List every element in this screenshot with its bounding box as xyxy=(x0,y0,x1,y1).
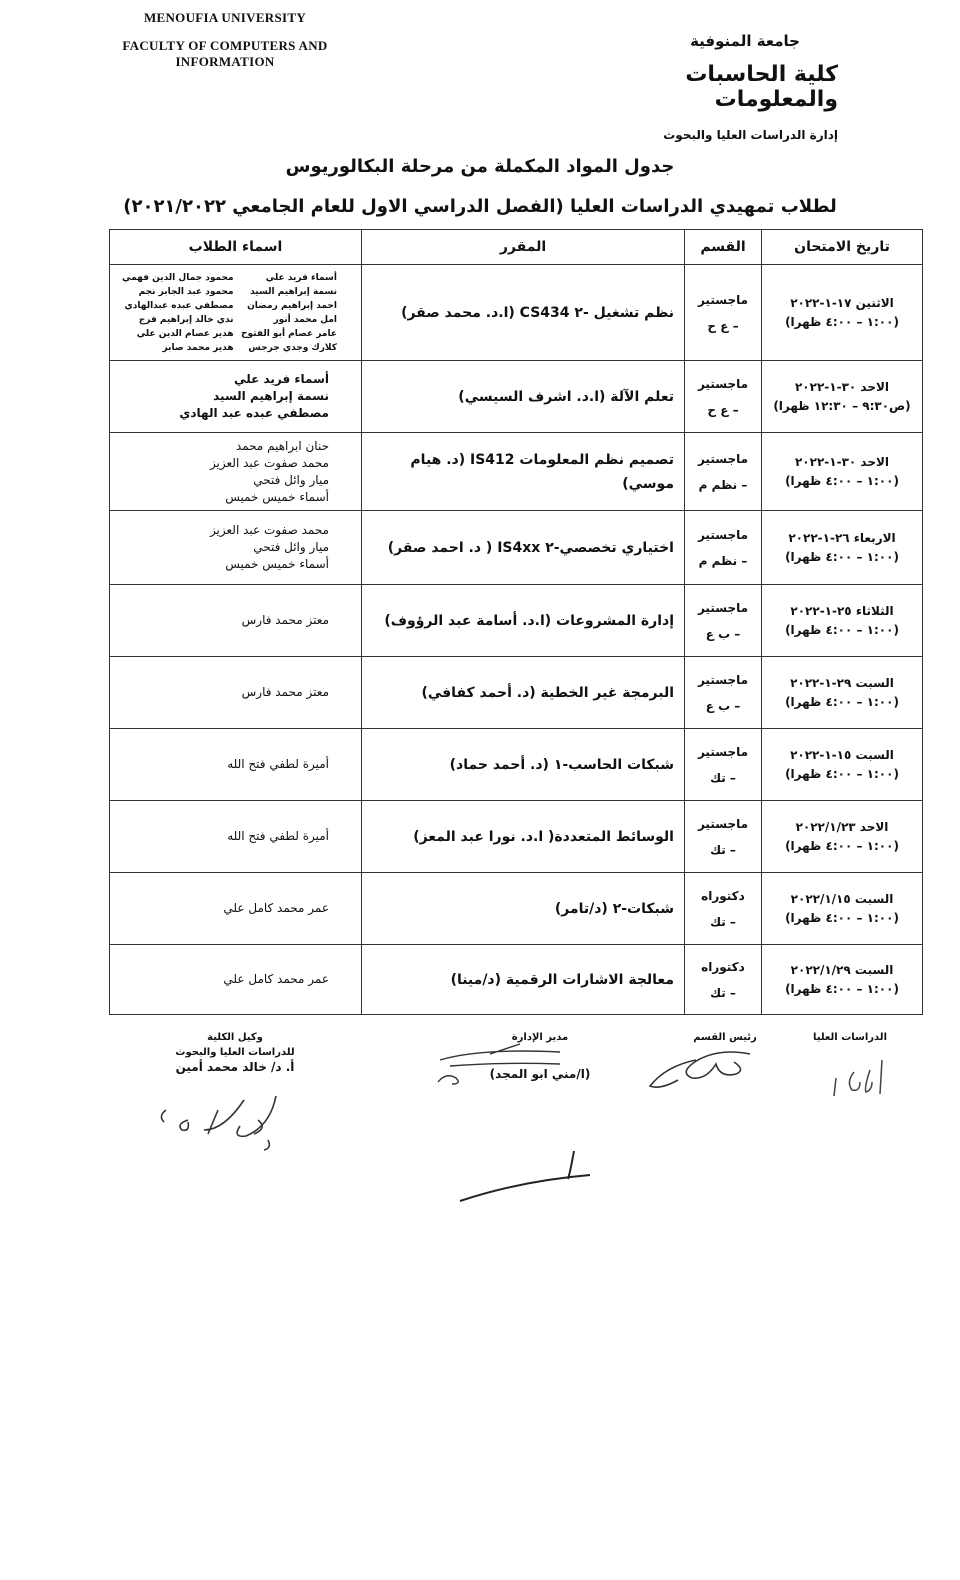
department-cell xyxy=(685,729,762,801)
arabic-header xyxy=(578,32,838,142)
exam-time: (١:٠٠ – ٤:٠٠ ظهرا) xyxy=(785,694,899,709)
exam-date-cell xyxy=(762,945,923,1015)
students-cell xyxy=(110,729,362,801)
table-row xyxy=(110,945,923,1015)
exam-date: السبت ٢٠٢٢/١/٢٩ xyxy=(790,962,894,977)
student-name: أسماء خميس خميس xyxy=(225,489,329,504)
student-name: احمد إبراهيم رمضان xyxy=(247,300,337,311)
student-name: حنان ابراهيم محمد xyxy=(235,438,329,453)
table-row xyxy=(110,801,923,873)
exam-date: الاحد ٣٠-١-٢٠٢٢ xyxy=(794,379,890,394)
degree-level: دكتوراه xyxy=(701,959,745,974)
exam-time: (١:٠٠ – ٤:٠٠ ظهرا) xyxy=(785,766,899,781)
student-name: عمر محمد كامل علي xyxy=(223,972,329,986)
admin-manager-handwriting xyxy=(430,1040,580,1085)
department-cell xyxy=(685,361,762,433)
exam-date-cell xyxy=(762,433,923,511)
exam-time: (١:٠٠ – ٤:٠٠ ظهرا) xyxy=(785,473,899,488)
grad-studies-signature xyxy=(800,1030,900,1045)
course-name: إدارة المشروعات (ا.د. أسامة عبد الرؤوف) xyxy=(362,585,685,657)
table-row xyxy=(110,361,923,433)
students-cell xyxy=(110,511,362,585)
department-code: – تك xyxy=(710,842,736,857)
header-students: اسماء الطلاب xyxy=(110,230,362,265)
course-name: الوسائط المتعددة( ا.د. نورا عبد المعز) xyxy=(362,801,685,873)
exam-date-cell xyxy=(762,729,923,801)
degree-level: ماجستير xyxy=(697,744,749,759)
course-name: معالجة الاشارات الرقمية (د/مينا) xyxy=(362,945,685,1015)
header-course: المقرر xyxy=(362,230,685,265)
exam-date-cell xyxy=(762,873,923,945)
students-column xyxy=(241,271,337,355)
department-cell xyxy=(685,945,762,1015)
faculty-name-en: FACULTY OF COMPUTERS AND INFORMATION xyxy=(122,38,328,69)
exam-date: السبت ٢٠٢٢/١/١٥ xyxy=(790,891,894,906)
student-name: أسماء فريد علي xyxy=(265,272,337,283)
students-cell xyxy=(110,585,362,657)
exam-date-cell xyxy=(762,361,923,433)
degree-level: ماجستير xyxy=(697,451,749,466)
header-date: تاريخ الامتحان xyxy=(762,230,923,265)
student-name: ميار وائل فتحي xyxy=(253,540,329,554)
students-cell xyxy=(110,361,362,433)
department-code: – تك xyxy=(710,914,736,929)
students-cell xyxy=(110,657,362,729)
vice-dean-title2: للدراسات العليا والبحوث xyxy=(175,1047,295,1058)
course-name: شبكات-٢ (د/تامر) xyxy=(362,873,685,945)
student-name: امل محمد أنور xyxy=(273,314,337,325)
exam-schedule-table xyxy=(109,229,923,1015)
admin-manager-label: مدير الإدارة xyxy=(511,1032,569,1043)
exam-time: (١:٠٠ – ٤:٠٠ ظهرا) xyxy=(785,981,899,996)
student-name: معتز محمد فارس xyxy=(241,613,329,627)
exam-date-cell xyxy=(762,801,923,873)
student-name: أسماء خميس خميس xyxy=(225,557,329,571)
students-cell xyxy=(110,945,362,1015)
department-cell xyxy=(685,511,762,585)
course-name: نظم تشغيل -٢ CS434 (ا.د. محمد صقر) xyxy=(362,265,685,361)
degree-level: ماجستير xyxy=(697,600,749,615)
document-title: جدول المواد المكملة من مرحلة البكالوريوس xyxy=(285,156,675,177)
table-row xyxy=(110,585,923,657)
admin-manager-name: (ا/مني ابو المجد) xyxy=(489,1067,591,1081)
exam-time: (١:٠٠ – ٤:٠٠ ظهرا) xyxy=(785,910,899,925)
university-name-en: MENOUFIA UNIVERSITY xyxy=(143,10,307,25)
student-name: أميرة لطفي فتح الله xyxy=(227,829,329,843)
dept-head-handwriting xyxy=(640,1042,770,1092)
student-name: محمد صفوت عبد العزيز xyxy=(209,455,329,470)
department-code: – تك xyxy=(710,770,736,785)
exam-time: (١:٠٠ – ٤:٠٠ ظهرا) xyxy=(785,549,899,564)
degree-level: ماجستير xyxy=(697,292,749,307)
faculty-name-ar: كلية الحاسبات والمعلومات xyxy=(685,62,838,112)
exam-date: الاربعاء ٢٦-١-٢٠٢٢ xyxy=(788,530,896,545)
student-name: أميرة لطفي فتح الله xyxy=(227,757,329,771)
exam-date: الثلاثاء ٢٥-١-٢٠٢٢ xyxy=(790,603,894,618)
students-cell xyxy=(110,873,362,945)
table-header-row xyxy=(110,230,923,265)
exam-date: الاثنين ١٧-١-٢٠٢٢ xyxy=(790,295,894,310)
exam-date: الاحد ٢٠٢٢/١/٢٣ xyxy=(795,819,889,834)
vice-dean-handwriting xyxy=(148,1090,298,1160)
degree-level: ماجستير xyxy=(697,527,749,542)
bottom-signature-stroke xyxy=(450,1145,600,1210)
student-name: مصطفي عبده عبد الهادي xyxy=(179,406,329,420)
department-code: – تك xyxy=(710,985,736,1000)
department-cell xyxy=(685,873,762,945)
department-name-ar: إدارة الدراسات العليا والبحوث xyxy=(663,128,838,142)
vice-dean-name: أ. د/ خالد محمد أمين xyxy=(175,1060,295,1074)
exam-date-cell xyxy=(762,265,923,361)
student-name: هدير عصام الدين علي xyxy=(136,328,234,339)
exam-date-cell xyxy=(762,657,923,729)
students-cell xyxy=(110,801,362,873)
exam-date: الاحد ٣٠-١-٢٠٢٢ xyxy=(794,454,890,469)
department-cell xyxy=(685,801,762,873)
exam-date: السبت ٢٩-١-٢٠٢٢ xyxy=(790,675,894,690)
student-name: ميار وائل فتحي xyxy=(253,472,329,487)
university-name-ar: جامعة المنوفية xyxy=(690,32,800,50)
exam-time: (١:٠٠ – ٤:٠٠ ظهرا) xyxy=(785,314,899,329)
course-name: تعلم الآلة (ا.د. اشرف السيسي) xyxy=(362,361,685,433)
student-name: أسماء فريد علي xyxy=(234,372,329,386)
exam-time: (١:٠٠ – ٤:٠٠ ظهرا) xyxy=(785,838,899,853)
exam-time: (١:٠٠ – ٤:٠٠ ظهرا) xyxy=(785,622,899,637)
students-column xyxy=(122,271,234,355)
table-row xyxy=(110,511,923,585)
department-code: – ب ع xyxy=(705,698,741,713)
exam-date-cell xyxy=(762,511,923,585)
department-code: – ب ع xyxy=(705,626,741,641)
course-name: البرمجة غير الخطية (د. أحمد كفافي) xyxy=(362,657,685,729)
department-code: – ع ح xyxy=(707,318,739,333)
english-header xyxy=(100,10,350,70)
student-name: نسمة إبراهيم السيد xyxy=(213,389,329,403)
students-cell xyxy=(110,265,362,361)
grad-studies-handwriting xyxy=(822,1052,892,1100)
table-row xyxy=(110,873,923,945)
department-cell xyxy=(685,585,762,657)
department-code: – نظم م xyxy=(698,553,748,568)
department-code: – نظم م xyxy=(698,477,748,492)
dept-head-label: رئيس القسم xyxy=(693,1032,757,1043)
course-name: تصميم نظم المعلومات IS412 (د. هيام موسي) xyxy=(362,433,685,511)
degree-level: ماجستير xyxy=(697,816,749,831)
department-cell xyxy=(685,433,762,511)
exam-date: السبت ١٥-١-٢٠٢٢ xyxy=(790,747,894,762)
students-cell xyxy=(110,433,362,511)
grad-studies-label: الدراسات العليا xyxy=(812,1032,887,1043)
student-name: مصطفي عبده عبدالهادي xyxy=(124,300,234,311)
vice-dean-title: وكيل الكلية xyxy=(207,1032,263,1043)
student-name: ندي خالد إبراهيم فرج xyxy=(138,314,234,325)
degree-level: ماجستير xyxy=(697,672,749,687)
exam-date-cell xyxy=(762,585,923,657)
degree-level: دكتوراه xyxy=(701,888,745,903)
table-row xyxy=(110,433,923,511)
student-name: عامر عصام أبو الفتوح xyxy=(241,328,337,339)
student-name: محمود جمال الدين فهمي xyxy=(122,272,234,283)
course-name: اختياري تخصصي-٢ IS4xx ( د. احمد صقر) xyxy=(362,511,685,585)
exam-time: (ص٩:٣٠ – ١٢:٣٠ ظهرا) xyxy=(773,398,911,413)
degree-level: ماجستير xyxy=(697,376,749,391)
vice-dean-signature xyxy=(160,1030,310,1075)
course-name: شبكات الحاسب-١ (د. أحمد حماد) xyxy=(362,729,685,801)
student-name: محمود عبد الجابر نجم xyxy=(138,286,234,297)
student-name: نسمة إبراهيم السيد xyxy=(250,286,337,297)
department-code: – ع ح xyxy=(707,402,739,417)
header-dept: القسم xyxy=(685,230,762,265)
student-name: عمر محمد كامل علي xyxy=(223,901,329,915)
department-cell xyxy=(685,265,762,361)
document-subtitle: لطلاب تمهيدي الدراسات العليا (الفصل الدراسي الاول للعام الجامعي ٢٠٢١/٢٠٢٢) xyxy=(123,196,837,217)
table-row xyxy=(110,265,923,361)
table-row xyxy=(110,729,923,801)
student-name: محمد صفوت عبد العزيز xyxy=(209,523,329,537)
student-name: معتز محمد فارس xyxy=(241,685,329,699)
student-name: كلارك وجدي جرجس xyxy=(248,342,337,353)
department-cell xyxy=(685,657,762,729)
student-name: هدير محمد صابر xyxy=(162,342,234,353)
table-row xyxy=(110,657,923,729)
